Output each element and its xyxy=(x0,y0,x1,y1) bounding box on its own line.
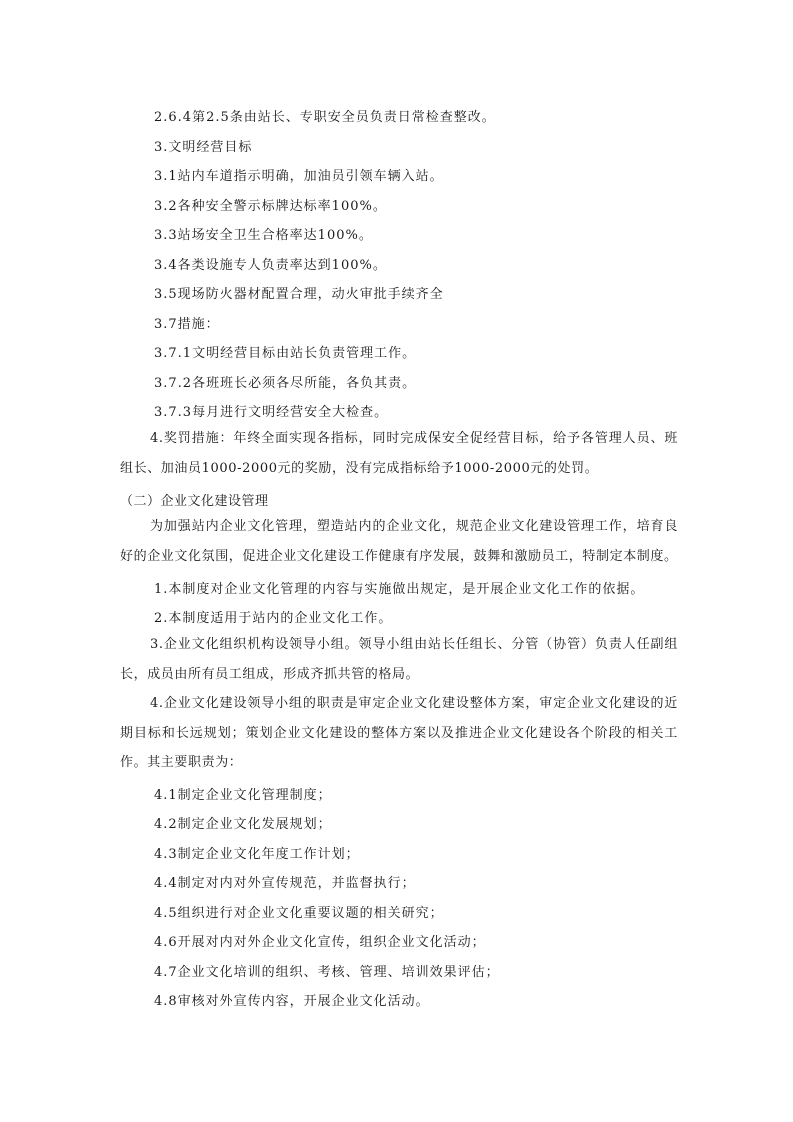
clause-3-2: 3.2各种安全警示标牌达标率100%。 xyxy=(154,199,387,214)
section-3-title: 3.文明经营目标 xyxy=(154,140,253,155)
duties-paragraph: 4.企业文化建设领导小组的职责是审定企业文化建设整体方案，审定企业文化建设的近期目标和长远规划；策划企业文化建设的整体方案以及推进企业文化建设各个阶段的相关工作。其主要职责为： xyxy=(120,696,678,770)
clause-3-7-2: 3.7.2各班班长必须各尽所能，各负其责。 xyxy=(154,376,417,391)
clause-2-6-4: 2.6.4第2.5条由站长、专职安全员负责日常检查整改。 xyxy=(154,110,496,125)
duty-4-4: 4.4制定对内对外宣传规范，并监督执行； xyxy=(154,876,416,891)
section-heading: （二）企业文化建设管理 xyxy=(120,494,269,509)
reward-penalty-paragraph: 4.奖罚措施：年终全面实现各指标，同时完成保安全促经营目标，给予各管理人员、班组长、加油员1000-2000元的奖励，没有完成指标给予1000-2000元的处罚。 xyxy=(120,431,678,476)
duty-4-1: 4.1制定企业文化管理制度； xyxy=(154,788,332,803)
clause-3-7-3: 3.7.3每月进行文明经营安全大检查。 xyxy=(154,405,389,420)
duty-4-2: 4.2制定企业文化发展规划； xyxy=(154,817,332,832)
duty-4-8: 4.8审核对外宣传内容，开展企业文化活动。 xyxy=(154,994,430,1009)
item-1: 1.本制度对企业文化管理的内容与实施做出规定，是开展企业文化工作的依据。 xyxy=(154,582,645,597)
clause-3-3: 3.3站场安全卫生合格率达100%。 xyxy=(154,228,373,243)
duty-4-7: 4.7企业文化培训的组织、考核、管理、培训效果评估； xyxy=(154,965,500,980)
clause-3-7-1: 3.7.1文明经营目标由站长负责管理工作。 xyxy=(154,346,417,361)
duty-4-6: 4.6开展对内对外企业文化宣传，组织企业文化活动； xyxy=(154,935,486,950)
duty-4-5: 4.5组织进行对企业文化重要议题的相关研究； xyxy=(154,906,444,921)
intro-paragraph: 为加强站内企业文化管理，塑造站内的企业文化，规范企业文化建设管理工作，培育良好的企业文化氛围，促进企业文化建设工作健康有序发展，鼓舞和激励员工，特制定本制度。 xyxy=(120,519,678,564)
item-2: 2.本制度适用于站内的企业文化工作。 xyxy=(154,611,393,626)
clause-3-5: 3.5现场防火器材配置合理，动火审批手续齐全 xyxy=(154,287,444,302)
organization-paragraph: 3.企业文化组织机构设领导小组。领导小组由站长任组长、分管（协管）负责人任副组长，成员由所有员工组成，形成齐抓共管的格局。 xyxy=(120,637,678,682)
clause-3-7: 3.7措施： xyxy=(154,317,220,332)
duty-4-3: 4.3制定企业文化年度工作计划； xyxy=(154,847,360,862)
clause-3-4: 3.4各类设施专人负责率达到100%。 xyxy=(154,258,387,273)
clause-3-1: 3.1站内车道指示明确，加油员引领车辆入站。 xyxy=(154,169,444,184)
